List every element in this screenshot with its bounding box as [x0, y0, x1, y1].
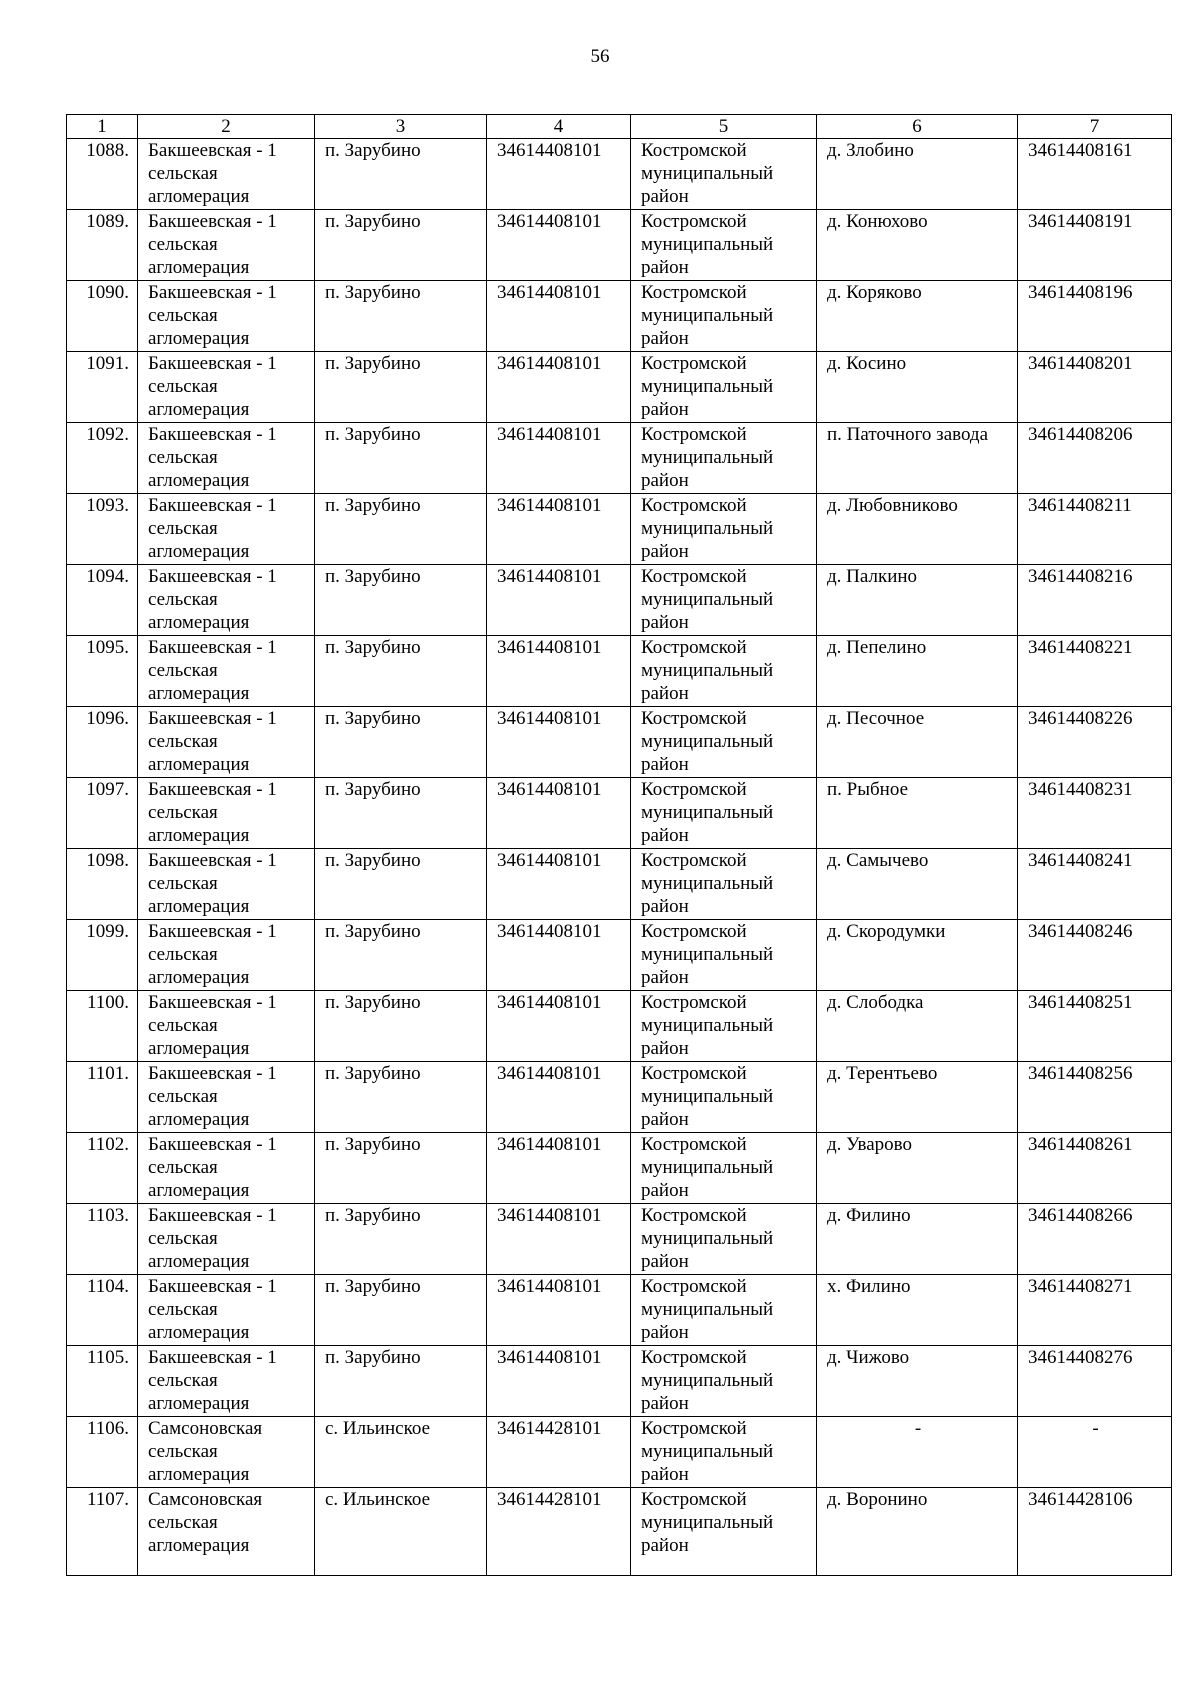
settlement-oktmo-cell: 34614408266: [1018, 1204, 1172, 1275]
center-oktmo-cell: 34614408101: [487, 1062, 631, 1133]
table-row: [67, 707, 1172, 778]
row-number-cell: 1105.: [67, 1346, 138, 1417]
agglomeration-cell: Бакшеевская - 1 сельская агломерация: [138, 352, 315, 423]
district-cell: Костромской муниципальный район: [631, 494, 817, 565]
settlement-oktmo-cell: 34614408211: [1018, 494, 1172, 565]
center-settlement-cell: п. Зарубино: [315, 778, 487, 849]
agglomeration-cell: Бакшеевская - 1 сельская агломерация: [138, 423, 315, 494]
center-settlement-cell: п. Зарубино: [315, 991, 487, 1062]
settlement-oktmo-cell: 34614408206: [1018, 423, 1172, 494]
agglomeration-cell: Бакшеевская - 1 сельская агломерация: [138, 139, 315, 210]
center-oktmo-cell: 34614408101: [487, 423, 631, 494]
district-cell: Костромской муниципальный район: [631, 636, 817, 707]
table-row: [67, 991, 1172, 1062]
settlement-oktmo-cell: 34614408231: [1018, 778, 1172, 849]
agglomeration-cell: Самсоновская сельская агломерация: [138, 1488, 315, 1576]
settlement-oktmo-cell: 34614408276: [1018, 1346, 1172, 1417]
settlement-cell: д. Филино: [817, 1204, 1018, 1275]
center-oktmo-cell: 34614408101: [487, 1133, 631, 1204]
center-settlement-cell: п. Зарубино: [315, 281, 487, 352]
center-settlement-cell: с. Ильинское: [315, 1488, 487, 1576]
center-oktmo-cell: 34614408101: [487, 494, 631, 565]
district-cell: Костромской муниципальный район: [631, 778, 817, 849]
column-header: 1: [67, 115, 138, 139]
center-oktmo-cell: 34614428101: [487, 1488, 631, 1576]
agglomeration-cell: Бакшеевская - 1 сельская агломерация: [138, 636, 315, 707]
settlement-cell: -: [817, 1417, 1018, 1488]
district-cell: Костромской муниципальный район: [631, 1275, 817, 1346]
table-row: [67, 565, 1172, 636]
table-row: [67, 849, 1172, 920]
district-cell: Костромской муниципальный район: [631, 352, 817, 423]
settlement-cell: д. Коряково: [817, 281, 1018, 352]
settlement-oktmo-cell: 34614408246: [1018, 920, 1172, 991]
center-settlement-cell: п. Зарубино: [315, 1275, 487, 1346]
center-oktmo-cell: 34614408101: [487, 849, 631, 920]
table-row: [67, 636, 1172, 707]
table-row: [67, 139, 1172, 210]
row-number-cell: 1090.: [67, 281, 138, 352]
center-settlement-cell: п. Зарубино: [315, 210, 487, 281]
settlement-oktmo-cell: 34614408256: [1018, 1062, 1172, 1133]
center-settlement-cell: п. Зарубино: [315, 565, 487, 636]
agglomeration-cell: Бакшеевская - 1 сельская агломерация: [138, 707, 315, 778]
table-row: [67, 1204, 1172, 1275]
district-cell: Костромской муниципальный район: [631, 210, 817, 281]
row-number-cell: 1100.: [67, 991, 138, 1062]
row-number-cell: 1095.: [67, 636, 138, 707]
row-number-cell: 1102.: [67, 1133, 138, 1204]
row-number-cell: 1101.: [67, 1062, 138, 1133]
row-number-cell: 1103.: [67, 1204, 138, 1275]
settlement-oktmo-cell: 34614408271: [1018, 1275, 1172, 1346]
settlement-cell: д. Самычево: [817, 849, 1018, 920]
table-row: [67, 352, 1172, 423]
column-header: 3: [315, 115, 487, 139]
center-oktmo-cell: 34614408101: [487, 991, 631, 1062]
district-cell: Костромской муниципальный район: [631, 849, 817, 920]
district-cell: Костромской муниципальный район: [631, 1204, 817, 1275]
settlement-cell: д. Косино: [817, 352, 1018, 423]
column-header: 2: [138, 115, 315, 139]
row-number-cell: 1093.: [67, 494, 138, 565]
center-oktmo-cell: 34614428101: [487, 1417, 631, 1488]
settlement-cell: д. Песочное: [817, 707, 1018, 778]
agglomeration-cell: Бакшеевская - 1 сельская агломерация: [138, 991, 315, 1062]
district-cell: Костромской муниципальный район: [631, 1488, 817, 1576]
row-number-cell: 1104.: [67, 1275, 138, 1346]
row-number-cell: 1092.: [67, 423, 138, 494]
table-row: [67, 210, 1172, 281]
settlement-cell: п. Паточного завода: [817, 423, 1018, 494]
table-row: [67, 1275, 1172, 1346]
center-oktmo-cell: 34614408101: [487, 636, 631, 707]
district-cell: Костромской муниципальный район: [631, 1133, 817, 1204]
district-cell: Костромской муниципальный район: [631, 423, 817, 494]
center-settlement-cell: п. Зарубино: [315, 849, 487, 920]
district-cell: Костромской муниципальный район: [631, 281, 817, 352]
table-row: [67, 1488, 1172, 1576]
settlement-oktmo-cell: 34614408261: [1018, 1133, 1172, 1204]
center-settlement-cell: п. Зарубино: [315, 636, 487, 707]
center-settlement-cell: п. Зарубино: [315, 920, 487, 991]
center-oktmo-cell: 34614408101: [487, 139, 631, 210]
center-settlement-cell: п. Зарубино: [315, 139, 487, 210]
agglomeration-cell: Бакшеевская - 1 сельская агломерация: [138, 210, 315, 281]
settlements-table: [66, 114, 1172, 1576]
table-header: [67, 115, 1172, 139]
settlement-oktmo-cell: 34614408251: [1018, 991, 1172, 1062]
settlement-oktmo-cell: 34614408161: [1018, 139, 1172, 210]
district-cell: Костромской муниципальный район: [631, 991, 817, 1062]
center-settlement-cell: п. Зарубино: [315, 352, 487, 423]
table-row: [67, 494, 1172, 565]
table-row: [67, 920, 1172, 991]
center-oktmo-cell: 34614408101: [487, 352, 631, 423]
table-row: [67, 281, 1172, 352]
settlement-cell: д. Слободка: [817, 991, 1018, 1062]
agglomeration-cell: Бакшеевская - 1 сельская агломерация: [138, 920, 315, 991]
district-cell: Костромской муниципальный район: [631, 920, 817, 991]
center-settlement-cell: п. Зарубино: [315, 1346, 487, 1417]
center-settlement-cell: п. Зарубино: [315, 707, 487, 778]
settlement-oktmo-cell: 34614408191: [1018, 210, 1172, 281]
agglomeration-cell: Бакшеевская - 1 сельская агломерация: [138, 281, 315, 352]
column-header: 6: [817, 115, 1018, 139]
settlement-cell: п. Рыбное: [817, 778, 1018, 849]
header-row: [67, 115, 1172, 139]
agglomeration-cell: Бакшеевская - 1 сельская агломерация: [138, 1204, 315, 1275]
agglomeration-cell: Бакшеевская - 1 сельская агломерация: [138, 1275, 315, 1346]
settlement-cell: д. Чижово: [817, 1346, 1018, 1417]
settlement-oktmo-cell: 34614408201: [1018, 352, 1172, 423]
row-number-cell: 1107.: [67, 1488, 138, 1576]
table-row: [67, 1346, 1172, 1417]
settlement-oktmo-cell: 34614408221: [1018, 636, 1172, 707]
row-number-cell: 1091.: [67, 352, 138, 423]
column-header: 5: [631, 115, 817, 139]
center-oktmo-cell: 34614408101: [487, 1346, 631, 1417]
district-cell: Костромской муниципальный район: [631, 1062, 817, 1133]
row-number-cell: 1094.: [67, 565, 138, 636]
center-oktmo-cell: 34614408101: [487, 1275, 631, 1346]
row-number-cell: 1097.: [67, 778, 138, 849]
center-oktmo-cell: 34614408101: [487, 210, 631, 281]
agglomeration-cell: Бакшеевская - 1 сельская агломерация: [138, 778, 315, 849]
center-oktmo-cell: 34614408101: [487, 707, 631, 778]
settlement-cell: д. Воронино: [817, 1488, 1018, 1576]
table-row: [67, 1133, 1172, 1204]
row-number-cell: 1096.: [67, 707, 138, 778]
table-row: [67, 1062, 1172, 1133]
district-cell: Костромской муниципальный район: [631, 1346, 817, 1417]
center-oktmo-cell: 34614408101: [487, 565, 631, 636]
center-settlement-cell: п. Зарубино: [315, 1062, 487, 1133]
settlement-cell: д. Любовниково: [817, 494, 1018, 565]
table-row: [67, 423, 1172, 494]
row-number-cell: 1089.: [67, 210, 138, 281]
page-number: 56: [590, 46, 610, 67]
center-oktmo-cell: 34614408101: [487, 281, 631, 352]
center-oktmo-cell: 34614408101: [487, 920, 631, 991]
column-header: 7: [1018, 115, 1172, 139]
settlement-oktmo-cell: 34614408216: [1018, 565, 1172, 636]
center-settlement-cell: п. Зарубино: [315, 1204, 487, 1275]
table-body: [67, 139, 1172, 1576]
district-cell: Костромской муниципальный район: [631, 1417, 817, 1488]
settlement-cell: д. Уварово: [817, 1133, 1018, 1204]
row-number-cell: 1098.: [67, 849, 138, 920]
settlement-oktmo-cell: 34614408196: [1018, 281, 1172, 352]
table-row: [67, 1417, 1172, 1488]
settlement-oktmo-cell: 34614428106: [1018, 1488, 1172, 1576]
row-number-cell: 1088.: [67, 139, 138, 210]
agglomeration-cell: Бакшеевская - 1 сельская агломерация: [138, 494, 315, 565]
center-oktmo-cell: 34614408101: [487, 778, 631, 849]
agglomeration-cell: Бакшеевская - 1 сельская агломерация: [138, 1133, 315, 1204]
settlement-cell: д. Конюхово: [817, 210, 1018, 281]
settlement-cell: д. Терентьево: [817, 1062, 1018, 1133]
settlement-cell: д. Пепелино: [817, 636, 1018, 707]
column-header: 4: [487, 115, 631, 139]
settlement-cell: д. Скородумки: [817, 920, 1018, 991]
center-settlement-cell: п. Зарубино: [315, 1133, 487, 1204]
center-settlement-cell: п. Зарубино: [315, 423, 487, 494]
district-cell: Костромской муниципальный район: [631, 565, 817, 636]
settlement-oktmo-cell: 34614408241: [1018, 849, 1172, 920]
district-cell: Костромской муниципальный район: [631, 707, 817, 778]
settlement-oktmo-cell: 34614408226: [1018, 707, 1172, 778]
district-cell: Костромской муниципальный район: [631, 139, 817, 210]
center-settlement-cell: п. Зарубино: [315, 494, 487, 565]
agglomeration-cell: Бакшеевская - 1 сельская агломерация: [138, 849, 315, 920]
settlement-cell: д. Злобино: [817, 139, 1018, 210]
row-number-cell: 1099.: [67, 920, 138, 991]
row-number-cell: 1106.: [67, 1417, 138, 1488]
agglomeration-cell: Бакшеевская - 1 сельская агломерация: [138, 1062, 315, 1133]
settlement-oktmo-cell: -: [1018, 1417, 1172, 1488]
settlement-cell: х. Филино: [817, 1275, 1018, 1346]
agglomeration-cell: Бакшеевская - 1 сельская агломерация: [138, 565, 315, 636]
settlement-cell: д. Палкино: [817, 565, 1018, 636]
table-row: [67, 778, 1172, 849]
center-settlement-cell: с. Ильинское: [315, 1417, 487, 1488]
agglomeration-cell: Бакшеевская - 1 сельская агломерация: [138, 1346, 315, 1417]
center-oktmo-cell: 34614408101: [487, 1204, 631, 1275]
agglomeration-cell: Самсоновская сельская агломерация: [138, 1417, 315, 1488]
